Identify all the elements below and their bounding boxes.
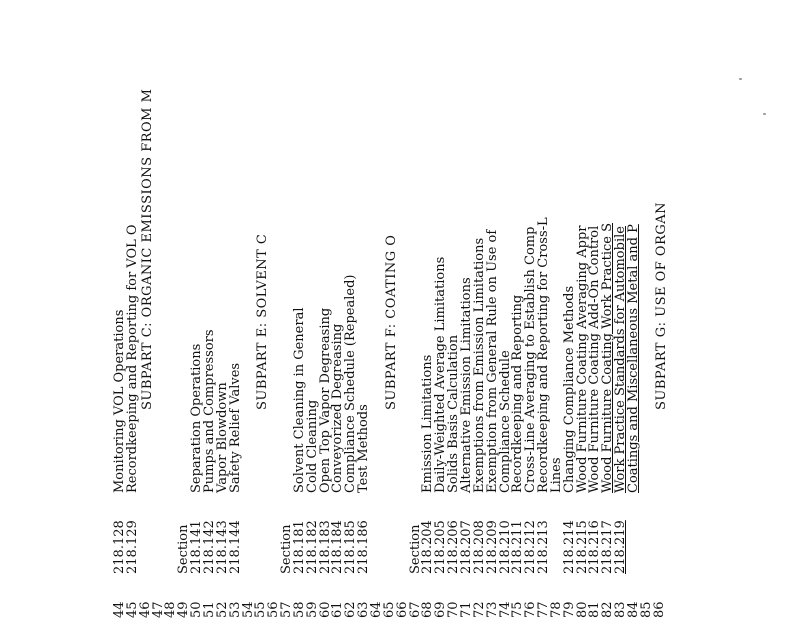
section-title: Conveyorized Degreasing — [330, 323, 346, 493]
subpart-heading: SUBPART G: USE OF ORGAN — [653, 201, 669, 410]
section-number: 218.143 — [214, 520, 230, 574]
page-number: 51 — [201, 601, 217, 618]
page-number: 63 — [356, 601, 372, 618]
page-number: 72 — [471, 601, 487, 618]
section-title: Separation Operations — [189, 343, 205, 493]
section-number: 218.185 — [343, 520, 359, 574]
section-number: 218.214 — [561, 520, 577, 574]
section-number: 218.142 — [201, 520, 217, 574]
page-number: 46 — [137, 601, 153, 618]
section-number: 218.181 — [291, 520, 307, 574]
page-number: 84 — [626, 601, 641, 618]
page-number: 78 — [548, 601, 564, 618]
page-number: 82 — [600, 601, 616, 618]
section-number: 218.183 — [317, 520, 333, 574]
section-number: 218.217 — [600, 520, 616, 574]
section-number: 218.128 — [112, 520, 127, 574]
subpart-heading: SUBPART C: ORGANIC EMISSIONS FROM M — [139, 88, 155, 410]
page-number: 77 — [536, 601, 552, 618]
section-title: Compliance Schedule (Repealed) — [343, 274, 359, 493]
section-title: Recordkeeping and Reporting — [510, 294, 526, 493]
page-number: 71 — [458, 601, 474, 618]
section-number: 218.184 — [330, 520, 346, 574]
subpart-heading: SUBPART E: SOLVENT C — [255, 233, 271, 410]
section-number: 218.182 — [304, 520, 320, 574]
page-number: 66 — [394, 601, 410, 618]
section-title: Wood Furniture Coating Add-On Control — [587, 225, 603, 493]
scan-speck — [739, 78, 742, 80]
page-number: 70 — [446, 601, 462, 618]
section-title: Solvent Cleaning in General — [291, 307, 307, 493]
page-number: 62 — [343, 601, 359, 618]
page-number: 61 — [330, 601, 346, 618]
page-number: 86 — [651, 601, 667, 618]
section-title: Test Methods — [356, 404, 372, 493]
page-number: 83 — [613, 601, 629, 618]
section-number: 218.219 — [613, 520, 629, 574]
page-number: 50 — [189, 601, 205, 618]
section-number: 218.186 — [356, 520, 372, 574]
page-number: 60 — [317, 601, 333, 618]
page-number: 85 — [638, 601, 654, 618]
page-number: 52 — [214, 601, 230, 618]
page-number: 54 — [240, 601, 256, 618]
page-number: 57 — [279, 601, 295, 618]
section-title: Recordkeeping and Reporting for VOL O — [124, 224, 140, 493]
section-number: 218.208 — [471, 520, 487, 574]
section-title: Wood Furniture Coating Work Practice S — [600, 222, 616, 493]
section-title: Pumps and Compressors — [201, 329, 217, 493]
page-number: 47 — [150, 601, 166, 618]
subpart-heading: SUBPART F: COATING O — [383, 234, 399, 410]
section-number: 218.210 — [497, 520, 513, 574]
section-title: Alternative Emission Limitations — [458, 277, 474, 493]
section-number: 218.204 — [420, 520, 436, 574]
section-number: 218.144 — [227, 520, 243, 574]
page-number: 58 — [291, 601, 307, 618]
section-number: 218.212 — [523, 520, 539, 574]
section-title: Emission Limitations — [420, 354, 436, 493]
section-title: Changing Compliance Methods — [561, 285, 577, 493]
section-title: Compliance Schedule — [497, 350, 513, 493]
page-number: 75 — [510, 601, 526, 618]
section-number: 218.206 — [446, 520, 462, 574]
page-number: 74 — [497, 601, 513, 618]
section-title: Safety Relief Valves — [227, 362, 243, 493]
page-number: 64 — [369, 601, 384, 618]
section-number: Section — [407, 524, 423, 574]
page-number: 49 — [176, 601, 192, 618]
section-title: Open Top Vapor Degreasing — [317, 307, 333, 493]
section-title: Coatings and Miscellaneous Metal and P — [626, 224, 641, 493]
page-number: 48 — [163, 601, 179, 618]
section-number: 218.207 — [458, 520, 474, 574]
section-number: 218.211 — [510, 520, 526, 574]
page-number: 55 — [253, 601, 269, 618]
page-number: 79 — [561, 601, 577, 618]
section-title: Solids Basis Calculation — [446, 334, 462, 493]
section-title: Wood Furniture Coating Averaging Appr — [574, 225, 590, 493]
section-title: Recordkeeping and Reporting for Cross-L — [536, 217, 552, 493]
section-title: Exemptions from Emission Limitations — [471, 237, 487, 493]
page-number: 56 — [266, 601, 282, 618]
page-number: 67 — [407, 601, 423, 618]
section-number: 218.141 — [189, 520, 205, 574]
section-title: Cold Cleaning — [304, 399, 320, 493]
section-number: Section — [279, 524, 295, 574]
page-number: 76 — [523, 601, 539, 618]
section-title: Work Practice Standards for Automobile — [613, 226, 629, 493]
section-number: 218.129 — [124, 520, 140, 574]
scan-speck — [763, 113, 766, 115]
section-title: Monitoring VOL Operations — [112, 309, 127, 493]
section-number: 218.209 — [484, 520, 500, 574]
page-number: 44 — [112, 601, 127, 618]
page-number: 68 — [420, 601, 436, 618]
section-number: 218.213 — [536, 520, 552, 574]
section-title: Lines — [548, 457, 564, 493]
section-number: 218.205 — [433, 520, 449, 574]
section-number: 218.216 — [587, 520, 603, 574]
section-number: 218.215 — [574, 520, 590, 574]
page-number: 73 — [484, 601, 500, 618]
page-number: 65 — [381, 601, 397, 618]
page-number: 53 — [227, 601, 243, 618]
section-title: Vapor Blowdown — [214, 382, 230, 493]
section-title: Exemption from General Rule on Use of — [484, 229, 500, 493]
page-number: 80 — [574, 601, 590, 618]
section-title: Cross-Line Averaging to Establish Comp — [523, 226, 539, 493]
page-number: 45 — [124, 601, 140, 618]
page-number: 59 — [304, 601, 320, 618]
section-number: Section — [176, 524, 192, 574]
section-title: Daily-Weighted Average Limitations — [433, 256, 449, 493]
page-number: 81 — [587, 601, 603, 618]
page-number: 69 — [433, 601, 449, 618]
